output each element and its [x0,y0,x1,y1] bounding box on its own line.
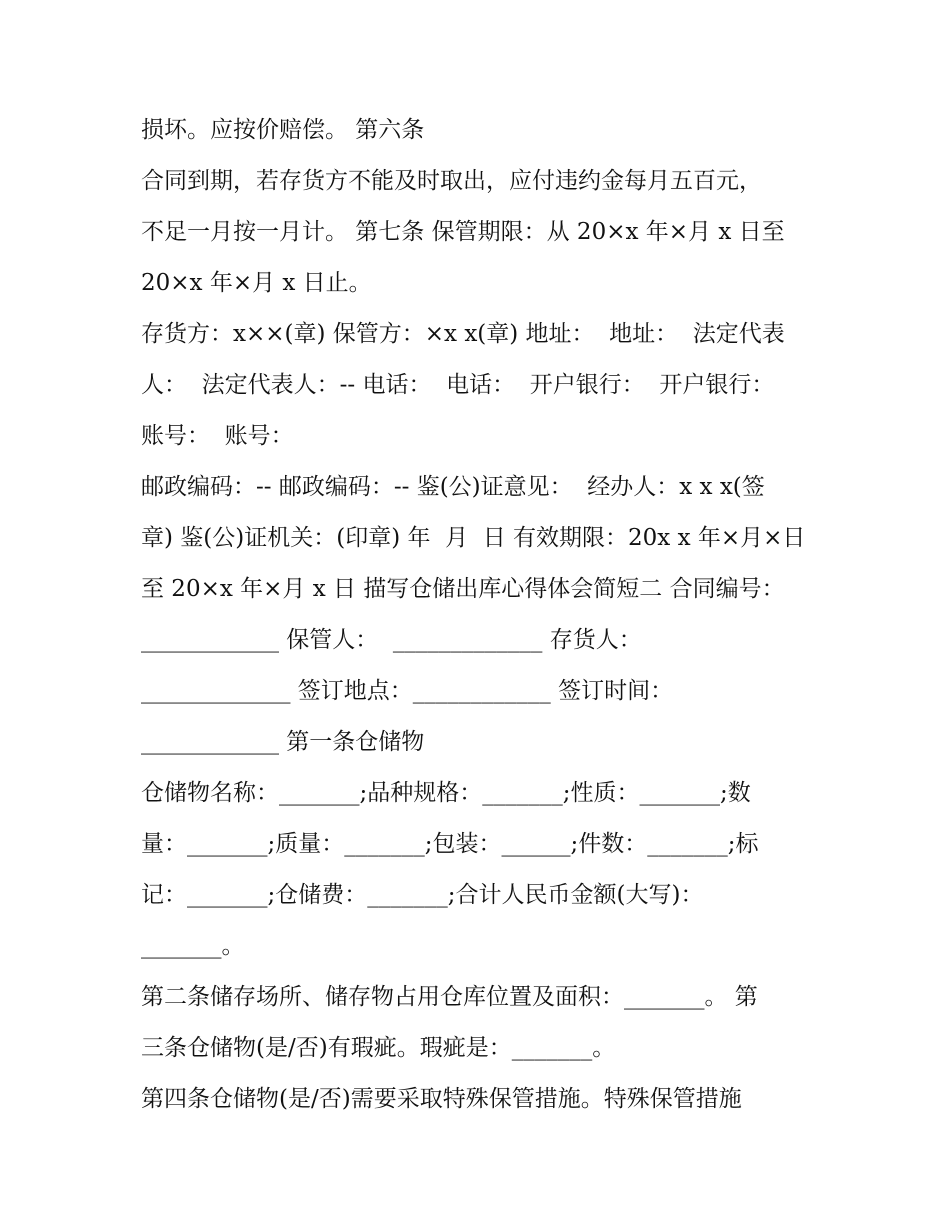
text-line: 损坏。应按价赔偿。 第六条 [141,117,425,143]
contract-text [141,105,806,1125]
text-line: 20×x 年×月 x 日止。 [141,270,372,296]
text-line: ____________ 第一条仓储物 [141,729,425,755]
text-line: 三条仓储物(是/否)有瑕疵。瑕疵是：_______。 [141,1035,616,1061]
text-line: _____________ 签订地点：____________ 签订时间： [141,678,674,704]
text-line: 量：_______;质量：_______;包装：______;件数：_______;标 [141,831,759,857]
text-line: 记：_______;仓储费：_______;合计人民币金额(大写)： [141,882,704,908]
text-line: 合同到期，若存货方不能及时取出，应付违约金每月五百元， [141,168,762,194]
text-line: 至 20×x 年×月 x 日 描写仓储出库心得体会简短二 合同编号： [141,576,785,602]
text-line: 第二条储存场所、储存物占用仓库位置及面积：_______。 第 [141,984,758,1010]
text-line: 人： 法定代表人：-- 电话： 电话： 开户银行： 开户银行： [141,372,775,398]
text-line: 邮政编码：-- 邮政编码：-- 鉴(公)证意见： 经办人：x x x(签 [141,474,765,500]
text-line: 不足一月按一月计。 第七条 保管期限：从 20×x 年×月 x 日至 [141,219,785,245]
text-line: 第四条仓储物(是/否)需要采取特殊保管措施。特殊保管措施 [141,1086,742,1112]
text-line: _______。 [141,933,245,959]
text-line: 章) 鉴(公)证机关：(印章) 年 月 日 有效期限：20x x 年×月×日 [141,525,806,551]
text-line: ____________ 保管人： _____________ 存货人： [141,627,642,653]
text-line: 账号： 账号： [141,423,294,449]
text-line: 仓储物名称：_______;品种规格：_______;性质：_______;数 [141,780,751,806]
text-line: 存货方：x××(章) 保管方：×x x(章) 地址： 地址： 法定代表 [141,321,785,347]
